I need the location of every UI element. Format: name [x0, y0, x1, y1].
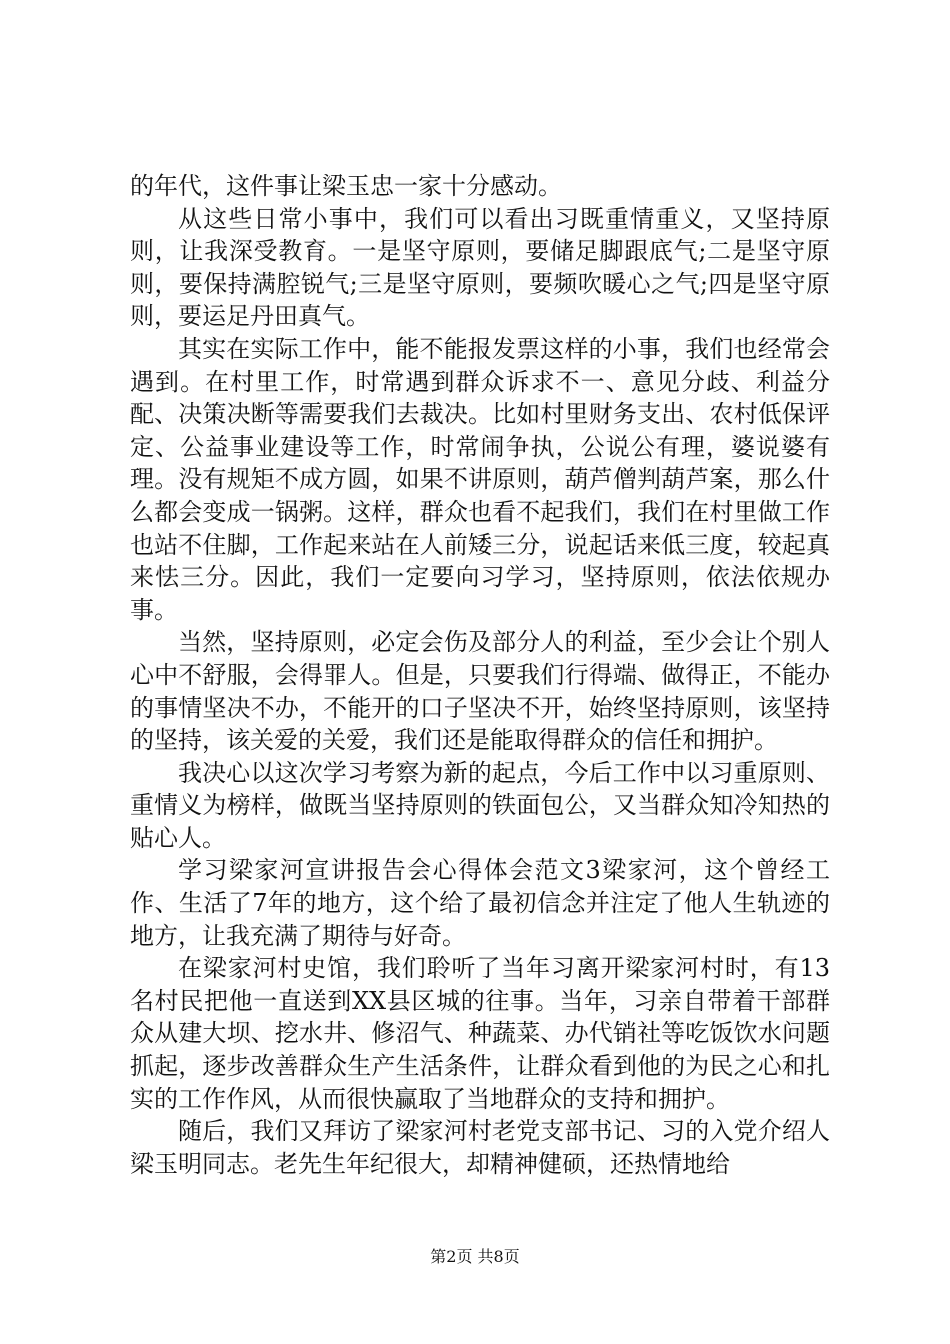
paragraph-1: 的年代，这件事让梁玉忠一家十分感动。 [130, 172, 562, 200]
document-body [130, 170, 830, 1180]
paragraph-2: 从这些日常小事中，我们可以看出习既重情重义，又坚持原则，让我深受教育。一是坚守原则，要储足脚跟底气;二是坚守原则，要保持满腔锐气;三是坚守原则，要频吹暖心之气;四是坚守原则，要运足丹田真气。 [130, 204, 830, 331]
paragraph-5: 我决心以这次学习考察为新的起点，今后工作中以习重原则、重情义为榜样，做既当坚持原则的铁面包公，又当群众知冷知热的贴心人。 [130, 758, 830, 852]
paragraph-4: 当然，坚持原则，必定会伤及部分人的利益，至少会让个别人心中不舒服，会得罪人。但是，只要我们行得端、做得正，不能办的事情坚决不办，不能开的口子坚决不开，始终坚持原则，该坚持的坚持，该关爱的关爱，我们还是能取得群众的信任和拥护。 [130, 628, 830, 755]
paragraph-6: 学习梁家河宣讲报告会心得体会范文3梁家河，这个曾经工作、生活了7年的地方，这个给了最初信念并注定了他人生轨迹的地方，让我充满了期待与好奇。 [130, 856, 830, 950]
paragraph-7: 在梁家河村史馆，我们聆听了当年习离开梁家河村时，有13名村民把他一直送到XX县区城的往事。当年，习亲自带着干部群众从建大坝、挖水井、修沼气、种蔬菜、办代销社等吃饭饮水问题抓起，逐步改善群众生产生活条件，让群众看到他的为民之心和扎实的工作作风，从而很快赢取了当地群众的支持和拥护。 [130, 954, 830, 1113]
paragraph-3: 其实在实际工作中，能不能报发票这样的小事，我们也经常会遇到。在村里工作，时常遇到群众诉求不一、意见分歧、利益分配、决策决断等需要我们去裁决。比如村里财务支出、农村低保评定、公益事业建设等工作，时常闹争执，公说公有理，婆说婆有理。没有规矩不成方圆，如果不讲原则，葫芦僧判葫芦案，那么什么都会变成一锅粥。这样，群众也看不起我们，我们在村里做工作也站不住脚，工作起来站在人前矮三分，说起话来低三度，较起真来怯三分。因此，我们一定要向习学习，坚持原则，依法依规办事。 [130, 334, 830, 624]
page-footer: 第2页 共8页 [430, 1247, 520, 1266]
paragraph-8: 随后，我们又拜访了梁家河村老党支部书记、习的入党介绍人梁玉明同志。老先生年纪很大，却精神健硕，还热情地给 [130, 1117, 830, 1178]
